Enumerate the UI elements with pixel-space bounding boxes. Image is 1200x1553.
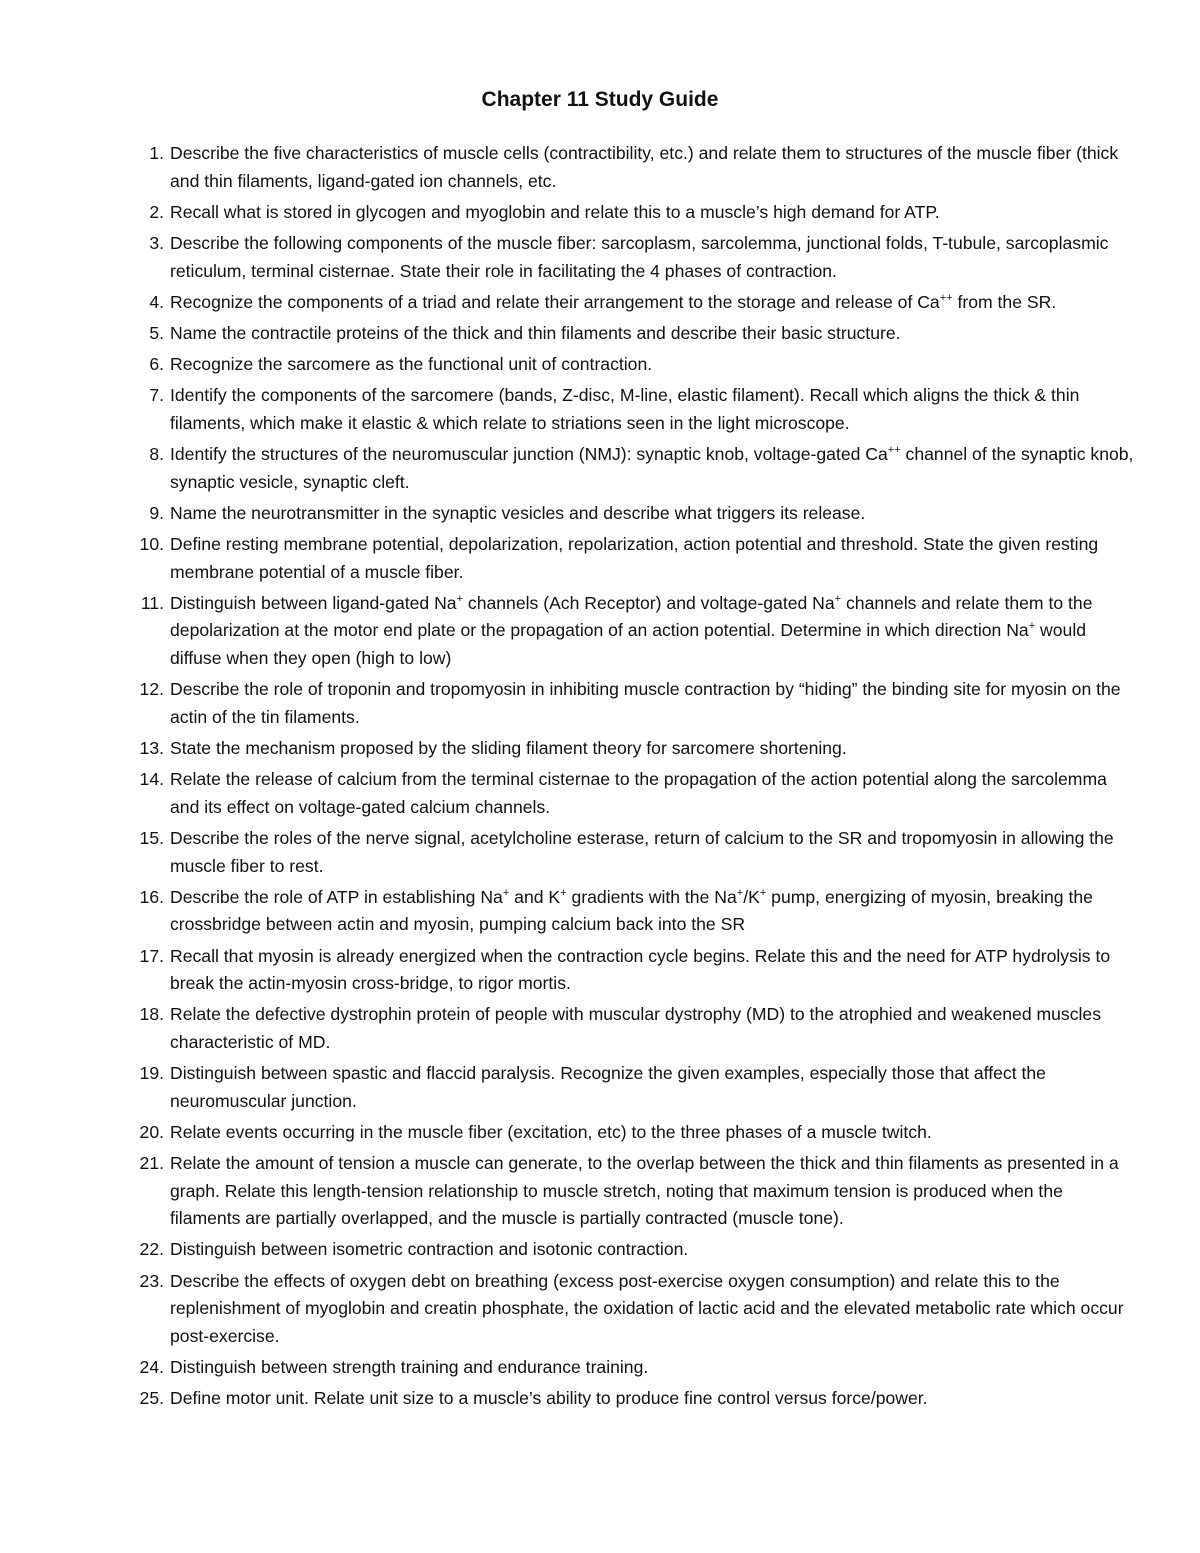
page-title: Chapter 11 Study Guide [481,88,719,111]
text-segment: Recognize the sarcomere as the functional unit of contraction. [170,354,653,375]
text-segment: Describe the role of troponin and tropomyosin in inhibiting muscle contraction by “hiding” the binding site for myosin on the actin of the tin filaments. [170,679,1121,727]
list-item [128,1385,1138,1413]
superscript: + [502,886,510,899]
list-item-number: 21. [139,1153,164,1174]
list-item-number: 3. [149,232,164,253]
list-item [128,1268,1138,1351]
text-segment: Recall that myosin is already energized when the contraction cycle begins. Relate this and the need for ATP hydrolysis to break the actin-myosin cross-bridge, to rigor mortis. [170,945,1111,994]
superscript: ++ [939,291,953,304]
list-item [128,884,1138,939]
text-segment: Describe the five characteristics of muscle cells (contractibility, etc.) and relate them to structures of the muscle fiber (thick and thin filaments, ligand-gated ion channels, etc. [170,143,1119,191]
list-item-text [170,766,1138,821]
list-item [128,766,1138,821]
text-segment: Describe the role of ATP in establishing Na [170,886,503,907]
superscript: ++ [887,444,901,457]
list-item [128,590,1138,673]
list-item-text [170,351,1138,379]
text-segment: channels (Ach Receptor) and voltage-gated Na [463,592,835,613]
list-item-number: 22. [139,1239,164,1260]
text-segment: Relate the amount of tension a muscle can generate, to the overlap between the thick and thin filaments as presented in a graph. Relate this length-tension relationship to muscle stretch, noting that maximum tension is produced when the filaments are partially overlapped, and the muscle is partially contracted (muscle tone). [170,1153,1119,1229]
list-item-text [170,382,1138,437]
list-item-text [170,676,1138,731]
list-item-number: 9. [149,502,164,523]
superscript: + [759,886,767,899]
list-item-text [170,199,1138,227]
text-segment: Relate events occurring in the muscle fiber (excitation, etc) to the three phases of a muscle twitch. [170,1121,932,1142]
text-segment: Describe the following components of the muscle fiber: sarcoplasm, sarcolemma, junctional folds, T-tubule, sarcoplasmic reticulum, terminal cisternae. State their role in facilitating the 4 phases of contraction. [170,232,1109,281]
text-segment: Distinguish between ligand-gated Na [170,592,457,613]
list-item [128,531,1138,586]
list-item-text [170,500,1138,528]
list-item [128,382,1138,437]
list-item-number: 4. [149,291,164,312]
text-segment: Distinguish between strength training and endurance training. [170,1357,649,1377]
superscript: + [560,886,567,899]
list-item-text [170,943,1138,998]
list-item-text [170,1354,1138,1382]
list-item [128,230,1138,285]
list-item-number: 11. [140,592,164,613]
list-item-text [170,1060,1138,1115]
list-item-text [170,1001,1138,1056]
superscript: + [834,592,842,605]
text-segment: Define resting membrane potential, depolarization, repolarization, action potential and threshold. State the given resting membrane potential of a muscle fiber. [170,534,1099,582]
list-item-text [170,140,1138,195]
text-segment: Name the contractile proteins of the thick and thin filaments and describe their basic structure. [170,322,901,343]
list-item-text [170,441,1138,496]
text-segment: channels and relate them to the depolarization at the motor end plate or the propagation of an action potential. Determine in which direction Na [170,592,1093,641]
list-item-text [170,1385,1138,1413]
list-item-number: 8. [149,444,164,465]
list-item-number: 13. [139,738,164,758]
study-question-list [128,140,1138,1416]
list-item-number: 7. [149,385,164,406]
list-item-number: 1. [149,143,164,163]
list-item-text [170,1236,1138,1264]
list-item-number: 14. [139,769,164,790]
superscript: + [456,592,464,605]
list-item [128,140,1138,195]
list-item-text [170,884,1138,939]
list-item [128,500,1138,528]
text-segment: channel of the synaptic knob, synaptic vesicle, synaptic cleft. [170,444,1134,492]
list-item-number: 25. [139,1388,164,1409]
text-segment: Describe the roles of the nerve signal, acetylcholine esterase, return of calcium to the SR and tropomyosin in allowing the muscle fiber to rest. [170,827,1114,876]
text-segment: Relate the release of calcium from the terminal cisternae to the propagation of the action potential along the sarcolemma and its effect on voltage-gated calcium channels. [170,769,1107,817]
list-item [128,441,1138,496]
text-segment: Distinguish between spastic and flaccid paralysis. Recognize the given examples, especially those that affect the neuromuscular junction. [170,1063,1046,1111]
superscript: + [1028,620,1036,633]
list-item-number: 12. [139,679,164,700]
text-segment: Recall what is stored in glycogen and myoglobin and relate this to a muscle’s high demand for ATP. [170,201,940,222]
text-segment: Identify the structures of the neuromuscular junction (NMJ): synaptic knob, voltage-gated Ca [170,444,888,465]
text-segment: Describe the effects of oxygen debt on breathing (excess post-exercise oxygen consumption) and relate this to the replenishment of myoglobin and creatin phosphate, the oxidation of lactic acid and the elevated metabolic rate which occur post-exercise. [170,1270,1124,1346]
list-item [128,1150,1138,1233]
list-item [128,943,1138,998]
text-segment: from the SR. [952,291,1057,312]
list-item [128,289,1138,317]
list-item [128,735,1138,763]
list-item [128,1236,1138,1264]
list-item [128,1354,1138,1382]
list-item [128,1060,1138,1115]
list-item [128,320,1138,348]
list-item-text [170,1150,1138,1233]
list-item-number: 20. [139,1121,164,1142]
text-segment: Relate the defective dystrophin protein of people with muscular dystrophy (MD) to the atrophied and weakened muscles characteristic of MD. [170,1004,1102,1052]
list-item-number: 10. [139,534,164,555]
list-item-text [170,320,1138,348]
list-item-text [170,1268,1138,1351]
list-item-number: 17. [139,945,164,966]
text-segment: gradients with the Na [566,886,737,907]
list-item-number: 24. [139,1357,164,1377]
list-item [128,199,1138,227]
list-item-number: 15. [139,827,164,848]
text-segment: would diffuse when they open (high to low) [170,620,1087,669]
list-item-number: 2. [149,201,164,222]
list-item-number: 18. [139,1004,164,1025]
list-item [128,1001,1138,1056]
text-segment: Distinguish between isometric contraction and isotonic contraction. [170,1239,689,1260]
list-item [128,1119,1138,1147]
list-item-number: 5. [149,322,164,343]
text-segment: Name the neurotransmitter in the synaptic vesicles and describe what triggers its release. [170,502,866,523]
superscript: + [736,886,744,899]
list-item-number: 6. [149,354,164,375]
text-segment: Define motor unit. Relate unit size to a muscle’s ability to produce fine control versus force/power. [170,1388,928,1409]
list-item-text [170,531,1138,586]
text-segment: Identify the components of the sarcomere (bands, Z-disc, M-line, elastic filament). Recall which aligns the thick & thin filaments, which make it elastic & which relate to striations seen in the light microscope. [170,385,1080,433]
list-item [128,351,1138,379]
list-item-text [170,289,1138,317]
text-segment: and K [509,886,561,907]
text-segment: State the mechanism proposed by the sliding filament theory for sarcomere shortening. [170,738,847,758]
list-item [128,676,1138,731]
list-item-number: 23. [139,1270,164,1291]
text-segment: pump, energizing of myosin, breaking the crossbridge between actin and myosin, pumping calcium back into the SR [170,886,1093,935]
text-segment: /K [743,886,760,907]
list-item-number: 16. [139,886,164,907]
list-item-text [170,825,1138,880]
list-item-text [170,230,1138,285]
list-item-text [170,735,1138,763]
list-item [128,825,1138,880]
list-item-number: 19. [139,1063,164,1084]
list-item-text [170,1119,1138,1147]
text-segment: Recognize the components of a triad and relate their arrangement to the storage and release of Ca [170,291,940,312]
list-item-text [170,590,1138,673]
